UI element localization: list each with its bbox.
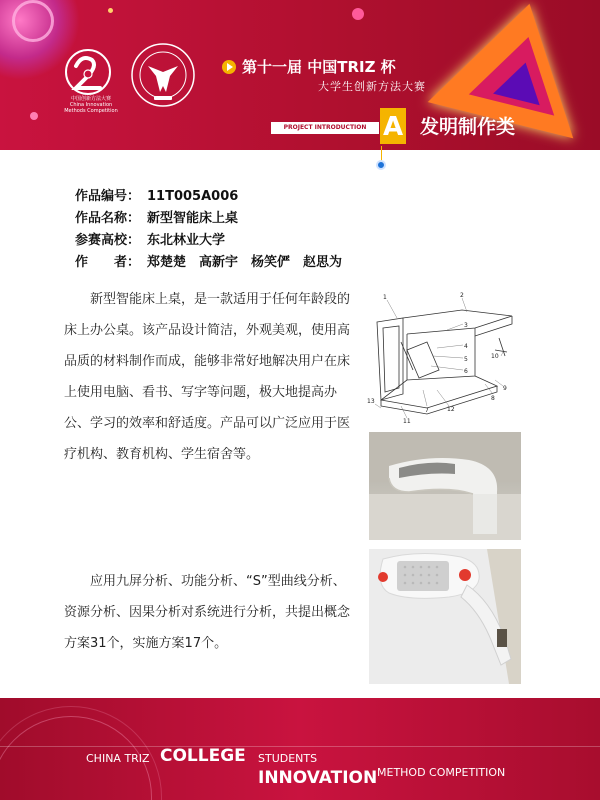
info-school-label: 参赛高校： — [75, 233, 141, 248]
product-render-drawing — [369, 549, 521, 684]
diagram-label-7: 7 — [425, 407, 429, 414]
decor-ring — [12, 0, 54, 42]
decor-dot — [108, 8, 113, 13]
logo-caption-cn: 中国创新方法大赛 — [70, 96, 111, 102]
info-author-value: 郑楚楚 高新宇 杨笑俨 赵思为 — [147, 255, 343, 270]
footer-innovation: INNOVATION — [258, 768, 378, 788]
blue-dot-icon — [376, 160, 386, 170]
play-icon — [222, 60, 236, 74]
competition-logo-icon — [62, 46, 114, 102]
diagram-label-4: 4 — [464, 343, 468, 350]
diagram-label-6: 6 — [464, 368, 468, 375]
info-number-value: 11T005A006 — [147, 189, 239, 204]
info-school-value: 东北林业大学 — [147, 233, 226, 248]
diagram-label-8: 8 — [491, 395, 495, 402]
competition-subtitle: 大学生创新方法大赛 — [318, 80, 426, 93]
project-info — [75, 186, 342, 274]
info-author-row — [75, 252, 342, 274]
decor-dot — [30, 112, 38, 120]
diagram-label-11: 11 — [403, 418, 411, 425]
product-photo-image — [369, 432, 521, 540]
diagram-label-2: 2 — [460, 292, 464, 299]
product-photo-drawing — [369, 432, 521, 540]
info-name-value: 新型智能床上桌 — [147, 211, 239, 226]
info-author-label: 作 者： — [75, 255, 141, 270]
category-name: 发明制作类 — [420, 116, 516, 138]
info-number-row — [75, 186, 342, 208]
decor-dot — [352, 8, 364, 20]
product-render-image — [369, 549, 521, 684]
footer-china-triz: CHINA TRIZ — [86, 752, 150, 765]
category-letter: A — [380, 108, 406, 144]
diagram-label-10: 10 — [491, 353, 499, 360]
diagram-label-9: 9 — [503, 385, 507, 392]
logo-caption — [56, 96, 126, 114]
info-name-row — [75, 208, 342, 230]
info-school-row — [75, 230, 342, 252]
analysis-paragraph: 应用九屏分析、功能分析、“S”型曲线分析、资源分析、因果分析对系统进行分析，共提出概念方案31个，实施方案17个。 — [64, 574, 351, 651]
info-name-label: 作品名称： — [75, 211, 141, 226]
college-logo-icon — [130, 42, 196, 108]
project-intro-label: PROJECT INTRODUCTION — [271, 122, 379, 134]
logo-caption-en1: China Innovation — [69, 102, 113, 108]
diagram-label-13: 13 — [367, 398, 375, 405]
competition-title: 第十一届 中国TRIZ 杯 — [242, 58, 396, 76]
footer-divider — [0, 746, 600, 747]
diagram-label-5: 5 — [464, 356, 468, 363]
diagram-label-12: 12 — [447, 406, 455, 413]
logo-caption-en2: Methods Competition — [64, 108, 118, 114]
diagram-label-3: 3 — [464, 322, 468, 329]
diagram-label-1: 1 — [383, 294, 387, 301]
description-paragraph: 新型智能床上桌，是一款适用于任何年龄段的床上办公桌。该产品设计简洁，外观美观，使用高品质的材料制作而成，能够非常好地解决用户在床上使用电脑、看书、写字等问题，极大地提高办公、学习的效率和舒适度。产品可以广泛应用于医疗机构、教育机构、学生宿舍等。 — [64, 292, 351, 462]
footer-method-competition: METHOD COMPETITION — [377, 766, 506, 779]
footer-college: COLLEGE — [160, 746, 246, 766]
footer-students: STUDENTS — [258, 752, 318, 765]
product-diagram-image — [367, 290, 520, 425]
info-number-label: 作品编号： — [75, 189, 141, 204]
